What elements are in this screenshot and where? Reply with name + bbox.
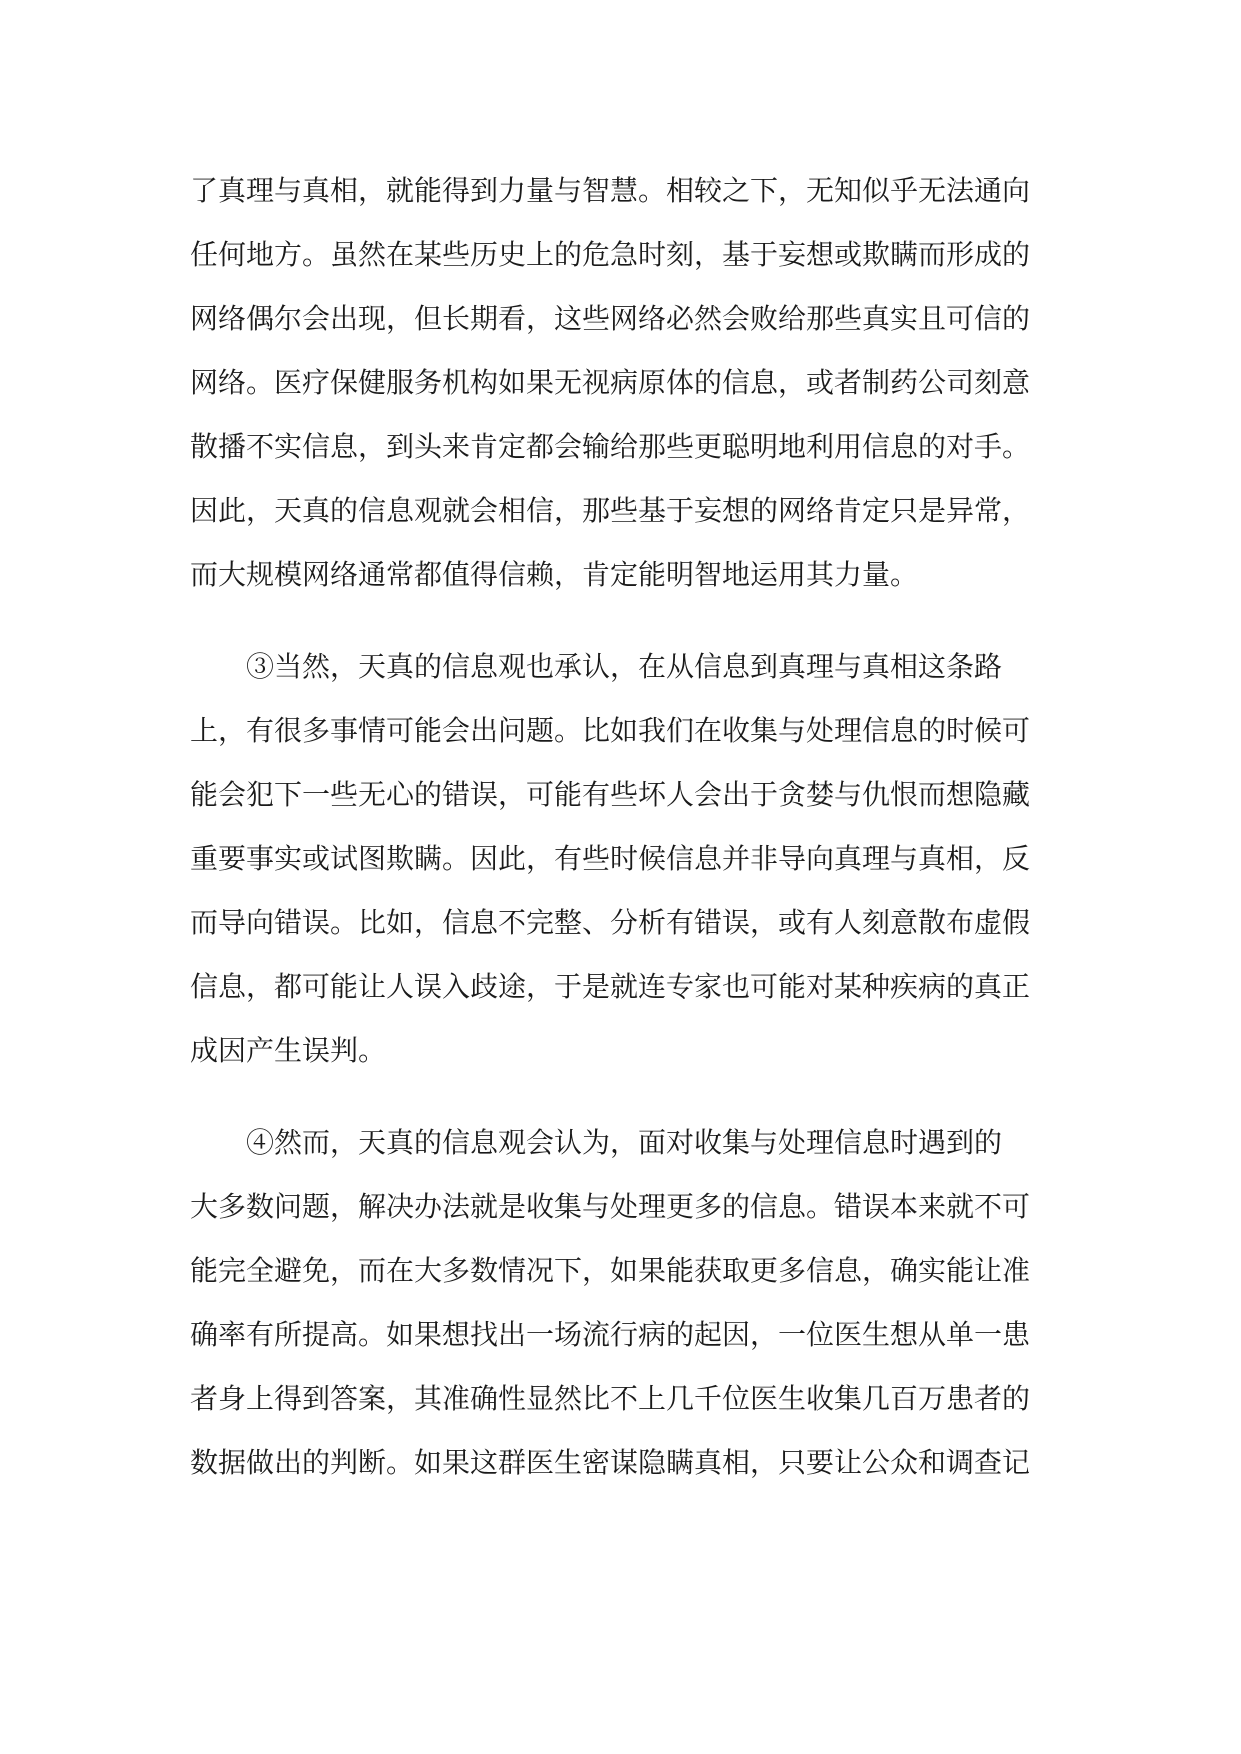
paragraph-3 bbox=[190, 635, 1060, 1083]
text-line: 散播不实信息，到头来肯定都会输给那些更聪明地利用信息的对手。 bbox=[190, 430, 1031, 463]
document-page bbox=[190, 159, 1060, 1495]
text-line: 网络偶尔会出现，但长期看，这些网络必然会败给那些真实且可信的 bbox=[190, 302, 1031, 335]
text-line: 能完全避免，而在大多数情况下，如果能获取更多信息，确实能让准 bbox=[190, 1254, 1031, 1287]
text-line: 大多数问题，解决办法就是收集与处理更多的信息。错误本来就不可 bbox=[190, 1190, 1031, 1223]
text-line: 重要事实或试图欺瞒。因此，有些时候信息并非导向真理与真相，反 bbox=[190, 842, 1031, 875]
text-line: 者身上得到答案，其准确性显然比不上几千位医生收集几百万患者的 bbox=[190, 1382, 1031, 1415]
paragraph-continuation bbox=[190, 159, 1060, 607]
text-line: 上，有很多事情可能会出问题。比如我们在收集与处理信息的时候可 bbox=[190, 714, 1031, 747]
text-line: 而导向错误。比如，信息不完整、分析有错误，或有人刻意散布虚假 bbox=[190, 906, 1031, 939]
text-line: 了真理与真相，就能得到力量与智慧。相较之下，无知似乎无法通向 bbox=[190, 174, 1031, 207]
paragraph-4 bbox=[190, 1111, 1060, 1495]
text-line: 数据做出的判断。如果这群医生密谋隐瞒真相，只要让公众和调查记 bbox=[190, 1446, 1031, 1479]
text-line-first: ③当然，天真的信息观也承认，在从信息到真理与真相这条路 bbox=[246, 650, 1003, 683]
text-line: 确率有所提高。如果想找出一场流行病的起因，一位医生想从单一患 bbox=[190, 1318, 1031, 1351]
text-line: 任何地方。虽然在某些历史上的危急时刻，基于妄想或欺瞒而形成的 bbox=[190, 238, 1031, 271]
text-line: 成因产生误判。 bbox=[190, 1034, 387, 1067]
text-line: 能会犯下一些无心的错误，可能有些坏人会出于贪婪与仇恨而想隐藏 bbox=[190, 778, 1031, 811]
text-line: 信息，都可能让人误入歧途，于是就连专家也可能对某种疾病的真正 bbox=[190, 970, 1031, 1003]
text-line-first: ④然而，天真的信息观会认为，面对收集与处理信息时遇到的 bbox=[246, 1126, 1003, 1159]
text-line: 网络。医疗保健服务机构如果无视病原体的信息，或者制药公司刻意 bbox=[190, 366, 1031, 399]
text-line: 而大规模网络通常都值得信赖，肯定能明智地运用其力量。 bbox=[190, 558, 919, 591]
text-line: 因此，天真的信息观就会相信，那些基于妄想的网络肯定只是异常， bbox=[190, 494, 1031, 527]
